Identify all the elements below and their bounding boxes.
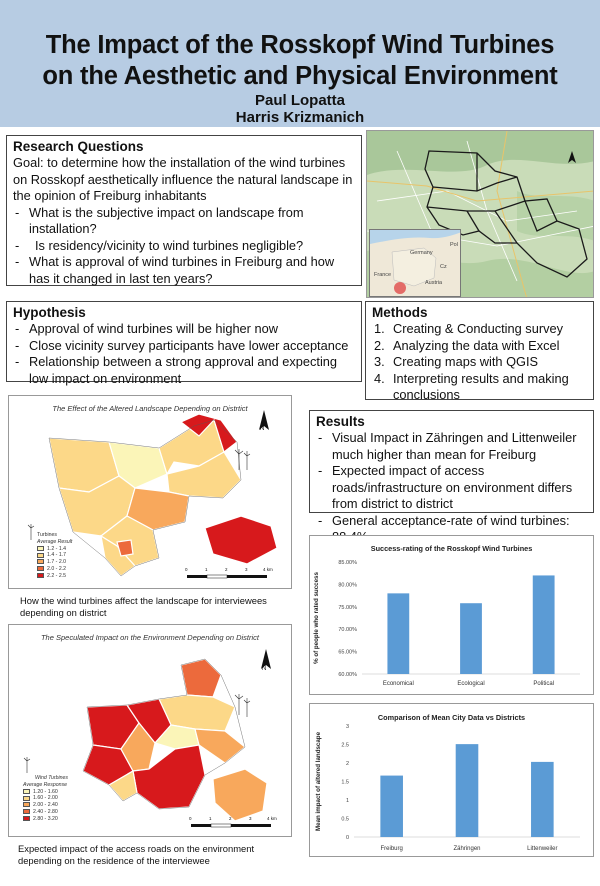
list-item: 4. Interpreting results and making conclusions [374,370,569,402]
list-item: 1. Creating & Conducting survey [374,321,564,336]
section-heading: Results [316,414,365,429]
x-tick-label: Littenweiler [527,846,558,852]
inset-map-graphic [370,230,461,297]
country-label: Pol [450,242,458,248]
legend-swatch [23,809,30,814]
bar [387,593,409,674]
legend-swatch [23,789,30,794]
scale-label: 2 [225,567,228,572]
scale-label: 0 [185,567,188,572]
y-tick-label: 85.00% [338,560,357,566]
legend-item: 2.00 - 2.40 [23,802,68,809]
map-legend [23,775,68,823]
country-label: France [374,272,392,278]
results-box [309,410,594,528]
wind-turbine-icon [235,449,250,470]
map-legend [37,532,72,580]
legend-item: 1.20 - 1.60 [23,789,68,796]
success-rating-chart [309,535,594,695]
y-tick-label: 75.00% [338,604,357,611]
chart-plot [310,536,595,696]
x-tick-label: Political [533,681,555,687]
scale-label: 0 [189,816,192,821]
scale-label: 4 km [263,567,273,572]
hypothesis-box [6,301,362,386]
scale-label: 3 [249,816,252,821]
methods-box [365,301,594,400]
bar [460,603,482,674]
poster-header [0,0,600,127]
legend-swatch [37,546,44,551]
chart-plot [310,704,595,858]
north-label: N [260,426,265,432]
scale-bar [187,575,267,578]
y-tick-label: 0 [345,835,349,841]
legend-title: Turbines [37,532,57,538]
legend-swatch [23,802,30,807]
y-tick-label: 60.00% [338,672,357,678]
y-tick-label: 0.5 [341,816,349,823]
section-heading: Hypothesis [13,305,86,320]
legend-swatch [37,566,44,571]
legend-swatch [23,816,30,821]
author-name: Paul Lopatta [254,92,345,109]
legend-item: 1.7 - 2.0 [37,559,72,566]
list-item: 2. Analyzing the data with Excel [374,337,560,353]
x-tick-label: Economical [382,681,414,687]
y-tick-label: 65.00% [338,649,357,656]
location-map [366,130,594,298]
landscape-effect-map [8,395,292,589]
scale-bar [191,824,271,827]
legend-swatch [37,553,44,558]
legend-item: 1.60 - 2.00 [23,795,68,802]
y-tick-label: 80.00% [338,582,357,589]
legend-item: 1.2 - 1.4 [37,546,72,553]
mean-comparison-chart [309,703,594,857]
y-tick-label: 3 [345,724,349,730]
poster-title: The Impact of the Rosskopf Wind Turbines on the Aesthetic and Physical Environment [42,31,558,90]
y-tick-label: 2 [345,761,349,767]
list-item: - Approval of wind turbines will be higher now [13,321,355,338]
country-label: Austria [425,280,443,286]
bar [456,744,479,837]
x-tick-label: Ecological [457,681,485,687]
chart-title: Success-rating of the Rosskopf Wind Turbines [370,544,533,553]
list-item: - Close vicinity survey participants have lower acceptance [13,338,355,355]
legend-turbine-icon [28,524,34,540]
scale-label: 1 [205,567,208,572]
chart-title: Comparison of Mean City Data vs Districts [377,713,526,722]
legend-item: 2.80 - 3.20 [23,816,68,823]
x-tick-label: Freiburg [380,846,403,852]
section-heading: Research Questions [13,139,144,154]
list-item: - What is the subjective impact on landscape from installation? [13,205,355,238]
map-title: The Effect of the Altered Landscape Depending on Distrtict [52,404,248,413]
bar [533,575,555,674]
legend-item: 2.2 - 2.5 [37,573,72,580]
wind-turbine-icon [235,694,250,717]
legend-subtitle: Average Result [37,538,73,545]
x-tick-label: Zähringen [453,846,481,852]
legend-swatch [23,796,30,801]
list-item: - Is residency/vicinity to wind turbines negligible? [13,238,355,255]
list-item: - General acceptance-rate of wind turbines: [316,513,587,546]
scale-label: 1 [209,816,212,821]
legend-swatch [37,573,44,578]
legend-swatch [37,559,44,564]
list-item: - Expected impact of access roads/infrastructure on environment differs from district to district [316,463,587,513]
legend-item: 2.0 - 2.2 [37,566,72,573]
legend-item: 1.4 - 1.7 [37,552,72,559]
legend-item: 2.40 - 2.80 [23,809,68,816]
legend-title: Wind Turbines [35,775,69,781]
map-title: The Speculated Impact on the Environment Depending on District [40,633,260,642]
y-tick-label: 2.5 [341,742,349,749]
research-questions-box [6,135,362,286]
country-label: Cz [440,264,447,270]
list-item: - What is approval of wind turbines in Freiburg and how has it changed in last ten years? [13,254,355,287]
bar [531,762,554,837]
list-item: - Relationship between a strong approval and expecting low impact on environment [13,354,355,387]
y-tick-label: 70.00% [338,627,357,634]
environment-impact-map [8,624,292,837]
country-label: Germany [410,250,433,256]
author-name: Harris Krizmanich [235,109,365,126]
north-label: N [262,666,267,672]
legend-subtitle: Average Response [23,781,68,788]
research-goal: Goal: to determine how the installation of the wind turbines on Rosskopf aesthetically influence the natural landscape in the opinion of Freiburg inhabitants [13,155,353,203]
list-item: - Visual Impact in Zähringen and Littenweiler much higher than mean for Freiburg [316,430,587,463]
legend-turbine-icon [24,757,30,773]
bar [380,776,403,837]
map-caption: How the wind turbines affect the landscape for interviewees depending on district [20,595,267,618]
y-axis-label: % of people who rated success [313,572,320,664]
y-tick-label: 1 [345,798,349,804]
y-tick-label: 1.5 [341,779,349,786]
map-caption: Expected impact of the access roads on the environment depending on the residence of the interviewee [18,843,255,866]
scale-label: 2 [229,816,232,821]
y-axis-label: Mean impact of altered landscape [315,731,322,832]
inset-map [369,229,461,297]
scale-label: 4 km [267,816,277,821]
scale-label: 3 [245,567,248,572]
list-item: 3. Creating maps with QGIS [374,354,539,369]
section-heading: Methods [372,305,428,320]
